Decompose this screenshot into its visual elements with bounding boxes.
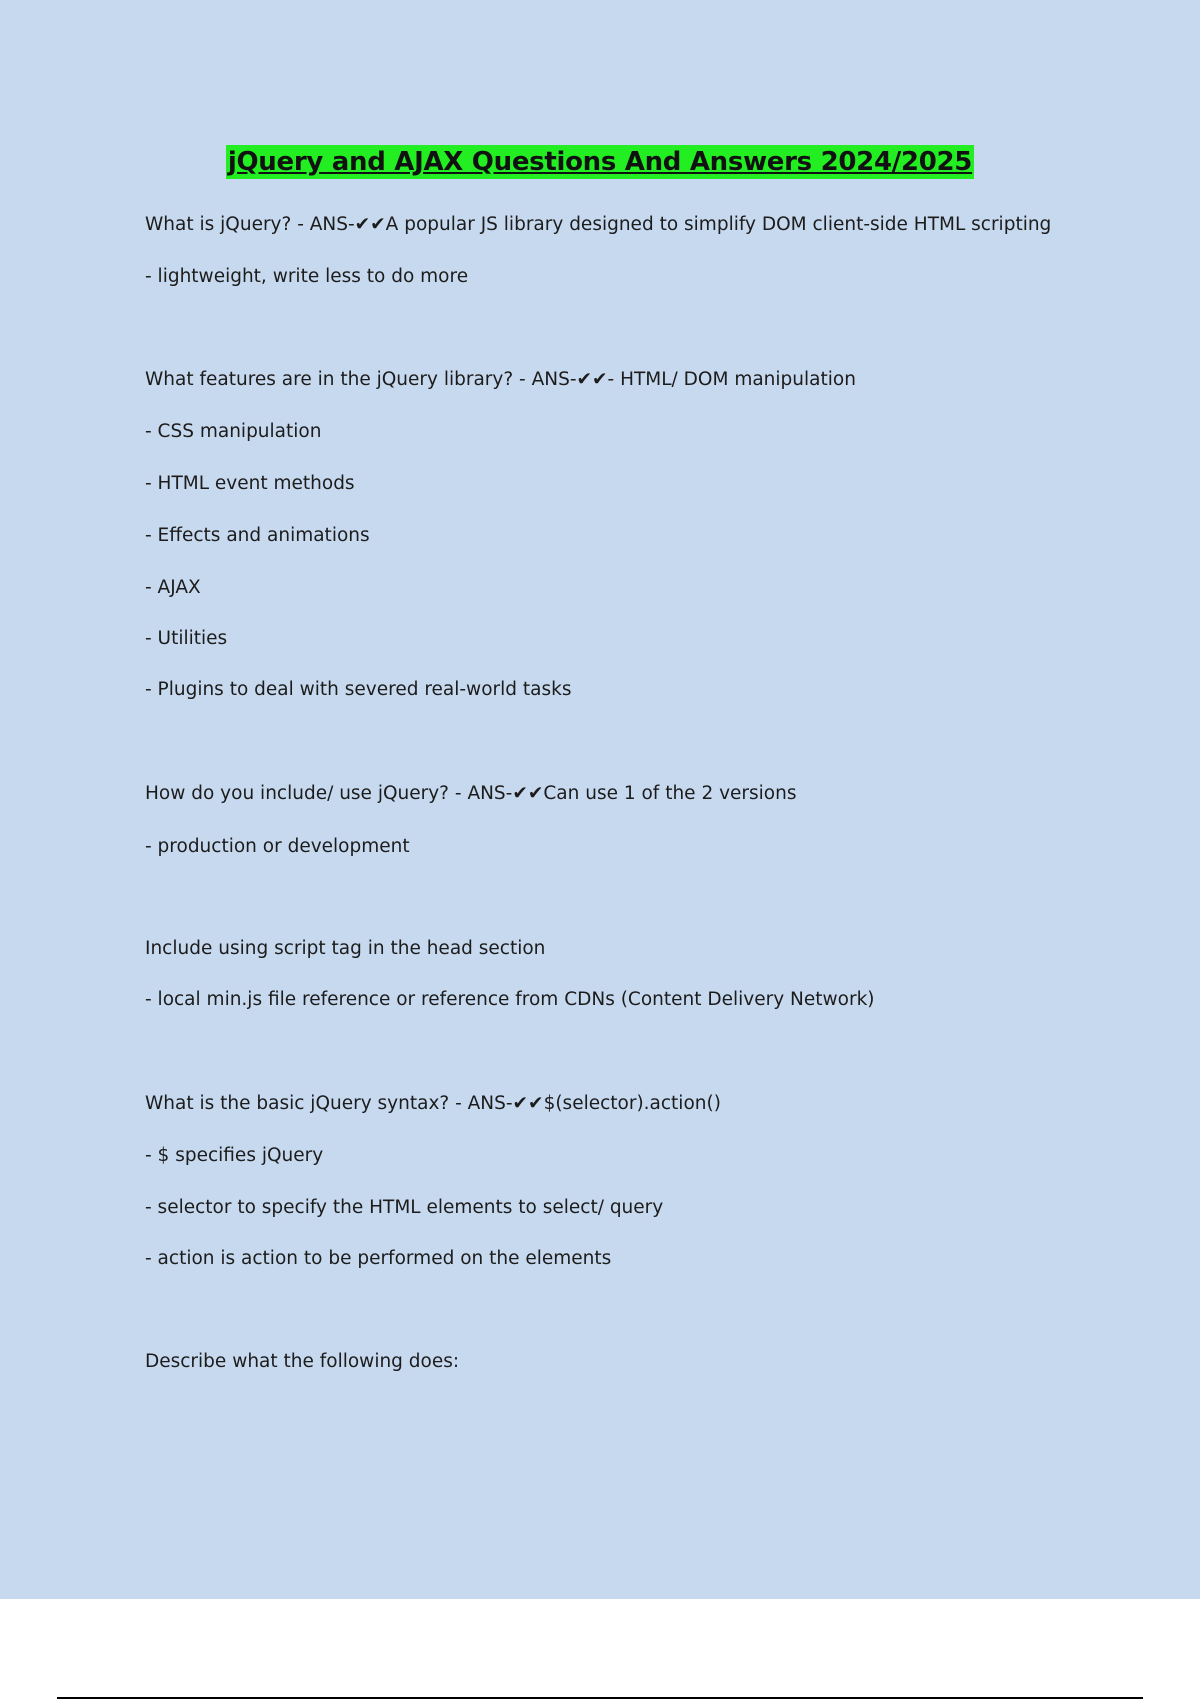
q2-answer-line: - Utilities: [145, 628, 228, 649]
q4-question-line: What is the basic jQuery syntax? - ANS-✔✔$(selector).action(): [145, 1093, 721, 1114]
q4-answer-line: - $ specifies jQuery: [145, 1145, 324, 1166]
q4-answer-line: - action is action to be performed on the elements: [145, 1248, 612, 1269]
footer-divider: [57, 1697, 1143, 1699]
q2-question-line: What features are in the jQuery library? - ANS-✔✔- HTML/ DOM manipulation: [145, 369, 856, 390]
q5-question-line: Describe what the following does:: [145, 1351, 460, 1372]
q3-answer-line: - production or development: [145, 836, 410, 857]
document-title: jQuery and AJAX Questions And Answers 2024/2025: [227, 147, 973, 177]
q2-answer-line: - Plugins to deal with severed real-world tasks: [145, 679, 572, 700]
q2-answer-line: - CSS manipulation: [145, 421, 322, 442]
q2-answer-line: - AJAX: [145, 577, 201, 598]
title-container: [0, 145, 1200, 179]
q2-answer-line: - HTML event methods: [145, 473, 355, 494]
q3-note-line: Include using script tag in the head section: [145, 938, 546, 959]
q4-answer-line: - selector to specify the HTML elements to select/ query: [145, 1197, 664, 1218]
q1-question-line: What is jQuery? - ANS-✔✔A popular JS library designed to simplify DOM client-side HTML scripting: [145, 214, 1052, 235]
q2-answer-line: - Effects and animations: [145, 525, 370, 546]
q3-question-line: How do you include/ use jQuery? - ANS-✔✔Can use 1 of the 2 versions: [145, 783, 797, 804]
q1-answer-line: - lightweight, write less to do more: [145, 266, 469, 287]
q3-note-line: - local min.js file reference or reference from CDNs (Content Delivery Network): [145, 989, 875, 1010]
